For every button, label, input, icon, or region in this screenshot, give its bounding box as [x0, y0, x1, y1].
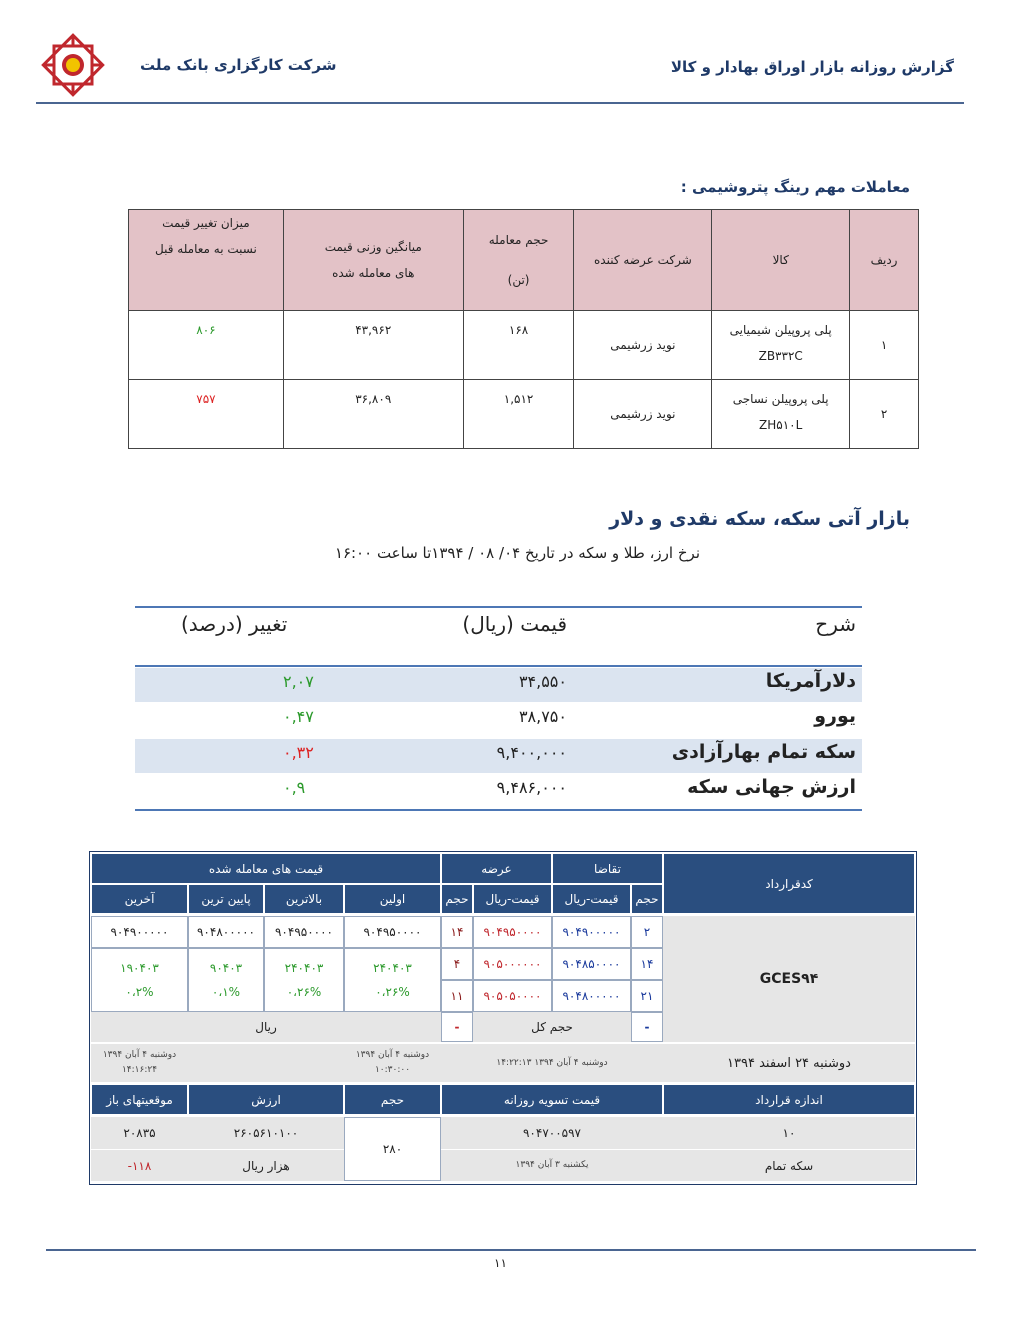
petro-table	[128, 209, 919, 449]
rate-price: ۹,۴۰۰,۰۰۰	[496, 743, 567, 762]
highest-change-abs: ۲۴۰۴۰۳	[284, 961, 324, 975]
rate-price: ۳۸,۷۵۰	[518, 707, 567, 726]
first-change	[344, 948, 441, 1012]
avg-price: ۴۳,۹۶۲	[283, 311, 463, 380]
rate-row	[135, 774, 862, 808]
demand-vol-header: حجم	[631, 884, 663, 914]
first-change-pct: ۰،۲۶%	[375, 985, 410, 999]
col-avg-price: میانگین وزنی قیمت های معامله شده	[283, 210, 463, 311]
demand-vol: ۲	[631, 916, 663, 948]
offer-price: ۹۰۴۹۵۰۰۰۰	[473, 916, 552, 948]
rate-change: ۰,۴۷	[283, 707, 314, 726]
header-divider	[36, 102, 964, 104]
last-trade-date: دوشنبه ۴ آبان ۱۳۹۴	[102, 1050, 177, 1060]
rate-change: ۰,۳۲	[283, 743, 314, 762]
rate-label: سکه تمام بهارآزادی	[671, 741, 856, 763]
price-change: ۸۰۶	[129, 311, 284, 380]
offer-timestamp: دوشنبه ۴ آبان ۱۳۹۴ ۱۴:۲۲:۱۳	[441, 1044, 663, 1082]
rate-price: ۳۴,۵۵۰	[518, 672, 567, 691]
traded-prices-header: قیمت های معامله شده	[91, 853, 441, 884]
demand-price: ۹۰۴۹۰۰۰۰۰	[552, 916, 631, 948]
rate-change: ۰,۹	[283, 778, 306, 797]
last-trade-timestamp	[91, 1044, 188, 1082]
col-product: کالا	[712, 210, 850, 311]
contract-size: ۱۰	[663, 1117, 915, 1149]
company-name: شرکت کارگزاری بانک ملت	[140, 56, 337, 74]
row-number: ۱	[850, 311, 919, 380]
contract-code: GCES۹۴	[663, 916, 915, 1042]
rate-row	[135, 668, 862, 702]
rates-top-rule	[135, 606, 862, 608]
settlement-price: ۹۰۴۷۰۰۵۹۷	[441, 1117, 663, 1149]
total-offer-dash: -	[441, 1012, 473, 1042]
rate-label: یورو	[814, 705, 856, 727]
offer-vol-header: حجم	[441, 884, 473, 914]
total-demand-dash: -	[631, 1012, 663, 1042]
rate-price: ۹,۴۸۶,۰۰۰	[496, 778, 567, 797]
last-change-pct: ۰،۲%	[125, 985, 154, 999]
offer-price-header: قیمت-ریال	[473, 884, 552, 914]
offer-price: ۹۰۵۰۰۰۰۰۰	[473, 948, 552, 980]
product-code: ZB۳۳۲C	[758, 349, 803, 363]
first-price: ۹۰۴۹۵۰۰۰۰	[344, 916, 441, 948]
offer-vol: ۱۱	[441, 980, 473, 1012]
petro-heading: معاملات مهم رینگ پتروشیمی :	[680, 178, 910, 196]
rate-row	[135, 703, 862, 737]
page-number: ۱۱	[494, 1256, 507, 1270]
market-subtitle: نرخ ارز، طلا و سکه در تاریخ ۰۴/ ۰۸ / ۱۳۹۴تا ساعت ۱۶:۰۰	[334, 544, 700, 562]
rate-label: ارزش جهانی سکه	[687, 776, 856, 798]
table-row	[129, 380, 919, 449]
lowest-change-abs: ۹۰۴۰۳	[209, 961, 243, 975]
rate-label: دلارآمریکا	[765, 670, 856, 692]
first-header: اولین	[344, 884, 441, 914]
coin-type: سکه تمام	[663, 1150, 915, 1181]
first-change-abs: ۲۴۰۴۰۳	[373, 961, 412, 975]
last-change-abs: ۱۹۰۴۰۳	[120, 961, 159, 975]
col-row: ردیف	[850, 210, 919, 311]
table-row	[129, 311, 919, 380]
contract-size-header: اندازه قرارداد	[663, 1084, 915, 1115]
open-positions: ۲۰۸۳۵	[91, 1117, 188, 1149]
market-heading: بازار آتی سکه، سکه نقدی و دلار	[609, 508, 910, 530]
demand-price: ۹۰۴۸۵۰۰۰۰	[552, 948, 631, 980]
product-code: ZH۵۱۰L	[759, 418, 803, 432]
col-volume-unit: (تن)	[507, 273, 530, 287]
lowest-change-pct: ۰،۱%	[211, 985, 241, 999]
product-cell	[712, 311, 850, 380]
rates-bottom-rule	[135, 809, 862, 811]
offer-header: عرضه	[441, 853, 552, 884]
col-volume-label: حجم معامله	[488, 233, 549, 247]
demand-header: تقاضا	[552, 853, 663, 884]
highest-change-pct: ۰،۲۶%	[286, 985, 322, 999]
first-trade-time: ۱۰:۳۰:۰۰	[374, 1065, 411, 1075]
col-volume	[463, 210, 574, 311]
product-cell	[712, 380, 850, 449]
supplier: نوید زرشیمی	[574, 311, 712, 380]
last-header: آخرین	[91, 884, 188, 914]
rates-col-desc: شرح	[815, 612, 856, 636]
highest-change	[264, 948, 344, 1012]
blank-timestamp	[188, 1044, 344, 1082]
row-number: ۲	[850, 380, 919, 449]
expiry-date: دوشنبه ۲۴ اسفند ۱۳۹۴	[663, 1044, 915, 1082]
supplier: نوید زرشیمی	[574, 380, 712, 449]
contract-code-header: کدقرارداد	[663, 853, 915, 914]
offer-price: ۹۰۵۰۵۰۰۰۰	[473, 980, 552, 1012]
rate-row	[135, 739, 862, 773]
price-change: ۷۵۷	[129, 380, 284, 449]
first-trade-date: دوشنبه ۴ آبان ۱۳۹۴	[355, 1050, 430, 1060]
value-unit: هزار ریال	[188, 1150, 344, 1181]
settlement-date: یکشنبه ۳ آبان ۱۳۹۴	[441, 1150, 663, 1181]
open-positions-header: موقعیتهای باز	[91, 1084, 188, 1115]
lowest-price: ۹۰۴۸۰۰۰۰۰	[188, 916, 264, 948]
footer-divider	[46, 1249, 976, 1251]
highest-price: ۹۰۴۹۵۰۰۰۰	[264, 916, 344, 948]
offer-vol: ۱۴	[441, 916, 473, 948]
volume-value: ۲۸۰	[344, 1117, 441, 1181]
product-name: پلی پروپیلن شیمیایی	[729, 323, 832, 337]
rates-header-rule	[135, 665, 862, 667]
report-title: گزارش روزانه بازار اوراق بهادار و کالا	[670, 58, 954, 76]
last-price: ۹۰۴۹۰۰۰۰۰	[91, 916, 188, 948]
product-name: پلی پروپیلن نساجی	[732, 392, 829, 406]
volume: ۱,۵۱۲	[463, 380, 574, 449]
rates-col-change: تغییر (درصد)	[181, 612, 288, 636]
demand-vol: ۱۴	[631, 948, 663, 980]
avg-price: ۳۶,۸۰۹	[283, 380, 463, 449]
gces-contract-box	[89, 851, 917, 1185]
col-change: میزان تغییر قیمت نسبت به معامله قبل	[129, 210, 284, 311]
offer-vol: ۴	[441, 948, 473, 980]
lowest-change	[188, 948, 264, 1012]
volume-header: حجم	[344, 1084, 441, 1115]
value-header: ارزش	[188, 1084, 344, 1115]
total-volume-label: حجم کل	[473, 1012, 631, 1042]
demand-price: ۹۰۴۸۰۰۰۰۰	[552, 980, 631, 1012]
rate-change: ۲,۰۷	[283, 672, 314, 691]
lowest-header: پایین ترین	[188, 884, 264, 914]
currency-unit: ریال	[91, 1012, 441, 1042]
last-change	[91, 948, 188, 1012]
first-trade-timestamp	[344, 1044, 441, 1082]
petro-header-row	[129, 210, 919, 311]
last-trade-time: ۱۴:۱۶:۲۴	[121, 1065, 158, 1075]
demand-price-header: قیمت-ریال	[552, 884, 631, 914]
bank-mellat-logo	[40, 32, 106, 98]
rates-col-price: قیمت (ریال)	[462, 612, 567, 636]
col-supplier: شرکت عرضه کننده	[574, 210, 712, 311]
demand-vol: ۲۱	[631, 980, 663, 1012]
value-amount: ۲۶۰۵۶۱۰۱۰۰	[188, 1117, 344, 1149]
settlement-header: قیمت تسویه روزانه	[441, 1084, 663, 1115]
open-positions-change: -۱۱۸	[91, 1150, 188, 1181]
highest-header: بالاترین	[264, 884, 344, 914]
volume: ۱۶۸	[463, 311, 574, 380]
